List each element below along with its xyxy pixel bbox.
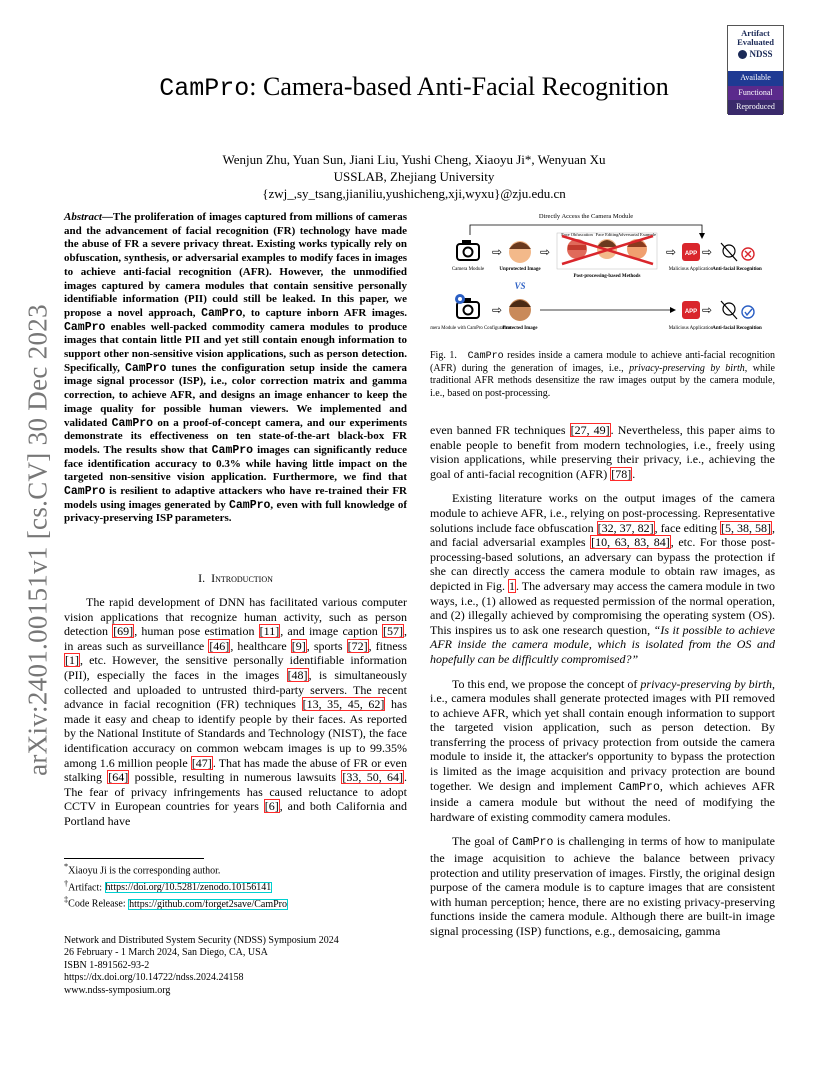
badge-title-2: Evaluated (737, 37, 774, 47)
footnote-divider (64, 858, 204, 859)
arrow-icon (670, 307, 676, 313)
fr-blocked-icon (721, 301, 754, 319)
figure-caption: Fig. 1. CamPro resides inside a camera module to achieve anti-facial recognition (AFR) during the generation of images, i.e., privacy-preserving by birth, while traditional AFR methods desensitize the raw images output by the camera module, i.e., based on post-processing. (430, 350, 775, 399)
svg-text:Anti-facial Recognition: Anti-facial Recognition (712, 267, 762, 272)
footnote-artifact: †Artifact: https://doi.org/10.5281/zenodo.10156141 (64, 878, 272, 894)
footnotes (64, 861, 407, 911)
paragraph: even banned FR techniques [27, 49]. Nevertheless, this paper aims to enable people to benefit from modern technologies, i.e., freely using vision applications, while preserving their privacy, i.e., achieving the goal of anti-facial recognition (AFR) [78]. (430, 423, 775, 481)
svg-text:APP: APP (684, 251, 698, 257)
arrow-icon (699, 233, 705, 239)
fr-failed-icon (721, 243, 754, 261)
paper-title: CamPro: Camera-based Anti-Facial Recognition (159, 72, 669, 103)
svg-text:Malicious Application: Malicious Application (668, 326, 714, 331)
citation-link[interactable]: [9] (291, 638, 306, 653)
svg-text:Face Editing: Face Editing (595, 232, 619, 237)
svg-text:Post-processing-based Methods: Post-processing-based Methods (573, 274, 641, 279)
badge-header (728, 26, 783, 71)
arxiv-stamp (18, 304, 58, 776)
section-heading: I. Introduction (198, 571, 273, 585)
ndss-logo-icon (738, 50, 747, 59)
citation-link[interactable]: [78] (611, 466, 632, 481)
badge-title-1: Artifact (741, 28, 770, 38)
citation-link[interactable]: [27, 49] (570, 423, 610, 437)
abstract: Abstract—The proliferation of images captured from millions of cameras and the advancement of facial recognition (FR) technology have made the abuse of FR a severe privacy threat. Existing works typically rely on obfuscation, synthesis, or adversarial examples to modify faces in images to achieve anti-facial recognition (AFR). However, the unmodified images captured by camera modules that contain sensitive personally identifiable information (PII) could still be leaked. In this paper, we propose a novel approach, CamPro, to capture inborn AFR images. CamPro enables well-packed commodity camera modules to produce images that contain little PII and yet still contain enough information to support other non-sensitive vision applications, such as person detection. Specifically, CamPro tunes the configuration setup inside the camera image signal processor (ISP), i.e., color correction matrix and gamma correction, to achieve AFR, and designs an image enhancer to keep the image quality for possible human viewers. We implemented and validated CamPro on a proof-of-concept camera, and our experiments demonstrate its effectiveness on ten state-of-the-art black-box FR models. The results show that CamPro images can significantly reduce face identification accuracy to 0.3% while having little impact on the targeted non-sensitive vision application. Furthermore, we find that CamPro is resilient to adaptive attackers who have re-trained their FR models using images generated by CamPro, even with full knowledge of privacy-preserving ISP parameters. (64, 211, 408, 525)
svg-text:Camera Module: Camera Module (451, 267, 485, 272)
citation-link[interactable]: [72] (347, 638, 368, 653)
affiliation: USSLAB, Zhejiang University (333, 169, 495, 184)
citation-link[interactable]: [57] (383, 624, 403, 639)
arrow-icon: ⇨ (702, 245, 713, 259)
citation-link[interactable]: [1] (65, 653, 79, 668)
svg-text:Malicious Application: Malicious Application (668, 267, 714, 272)
citation-link[interactable]: [11] (259, 624, 280, 639)
citation-link[interactable]: [6] (264, 799, 279, 814)
intro-paragraph: The rapid development of DNN has facilitated various computer vision applications that recognize human activity, such as person detection [69], human pose estimation [11], and image caption [57], in areas such as surveillance [46], healthcare [9], sports [72], fitness [1], etc. However, the sensitive personally identifiable information (PII), especially the faces in the images [48], is simultaneously collected and uploaded to untrusted third-party servers. The recent advance in facial recognition (FR) techniques [13, 35, 45, 62] has made it easy and cheap to identify people by their faces. As reported by the National Institute of Standards and Technology (NIST), the face identification accuracy on common webcam images is up to 99.35% among 1.6 million people [47]. That has made the abuse of FR or even stalking [64] possible, resulting in numerous lawsuits [33, 50, 64]. The fear of privacy infringements has caused reluctance to adopt CCTV in European countries for years [6], and both California and Portland have (64, 595, 408, 828)
figure-diagram (430, 207, 780, 342)
citation-link[interactable]: [33, 50, 64] (342, 770, 403, 785)
footnote-code: ‡Code Release: https://github.com/forget2save/CamPro (64, 895, 288, 910)
direct-access-label: Directly Access the Camera Module (538, 213, 634, 220)
arrow-icon: ⇨ (702, 303, 713, 317)
protected-face-icon (509, 299, 531, 321)
footnote-corresponding: *Xiaoyu Ji is the corresponding author. (64, 862, 221, 877)
badge-available: Available (728, 71, 783, 86)
citation-link[interactable]: [10, 63, 83, 84] (591, 535, 670, 550)
campro-camera-icon (455, 294, 479, 318)
face-icon (509, 241, 531, 263)
svg-text:APP: APP (684, 309, 698, 315)
paragraph: Existing literature works on the output images of the camera module to achieve AFR, i.e., relying on post-processing. Representative solutions include face obfuscation [32, 37, 82], face editing [5, 38, 58], and facial adversarial examples [10, 63, 83, 84], etc. For those post-processing-based solutions, an adversary can bypass the protection if she can directly access the camera module to obtain raw images, as depicted in Fig. 1. The adversary may access the camera module in two ways, i.e., (1) allowed as requested permission of the normal operation, and (2) illegally achieved by compromising the operating system (OS). This inspires us to ask one research question, “Is it possible to achieve AFR inside the camera module, which is isolated from the OS and hopefully can be difficultly compromised?” (430, 491, 776, 666)
citation-link[interactable]: [13, 35, 45, 62] (302, 697, 385, 712)
citation-link[interactable]: [69] (113, 624, 134, 639)
code-release-link[interactable]: https://github.com/forget2save/CamPro (129, 898, 288, 910)
conference-info: Network and Distributed System Security (NDSS) Symposium 2024 26 February - 1 March 2024, San Diego, CA, USA ISBN 1-891562-93-2 https://dx.doi.org/10.14722/ndss.2024.24158 www.ndss-symposium.org (64, 935, 339, 996)
svg-text:Protected Image: Protected Image (502, 326, 538, 331)
svg-text:Anti-facial Recognition: Anti-facial Recognition (712, 326, 762, 331)
badge-reproduced: Reproduced (728, 100, 783, 115)
malicious-app-icon-2 (682, 301, 700, 319)
figure-link[interactable]: 1 (509, 578, 515, 593)
email: {zwj_,sy_tsang,jianiliu,yushicheng,xji,wyxu}@zju.edu.cn (262, 186, 566, 201)
arrow-icon: ⇨ (666, 245, 677, 259)
figure-1 (430, 207, 780, 342)
camera-icon (457, 240, 479, 260)
arrow-icon: ⇨ (492, 303, 503, 317)
citation-link[interactable]: [48] (287, 667, 308, 682)
arrow-icon: ⇨ (492, 245, 503, 259)
citation-link[interactable]: [47] (191, 755, 212, 770)
authors: Wenjun Zhu, Yuan Sun, Jiani Liu, Yushi Cheng, Xiaoyu Ji*, Wenyuan Xu (222, 152, 606, 167)
badge-functional: Functional (728, 86, 783, 101)
citation-link[interactable]: [46] (209, 638, 230, 653)
svg-text:Face Obfuscation: Face Obfuscation (561, 232, 593, 237)
paragraph: The goal of CamPro is challenging in terms of how to manipulate the image acquisition to achieve the balance between privacy protection and utility preservation of images. Firstly, the original design purpose of the camera module is to capture images that are consistent with human perception; hence, there are no existing privacy-preserving functions inside the camera module. Although there are built-in image signal processing (ISP) functions, e.g., demosaicing, gamma (430, 834, 776, 938)
right-column-text (430, 423, 775, 949)
artifact-link[interactable]: https://doi.org/10.5281/zenodo.10156141 (105, 882, 272, 894)
svg-text:Camera Module with CamPro Conf: Camera Module with CamPro Configuration (430, 326, 511, 331)
citation-link[interactable]: [32, 37, 82] (597, 520, 654, 535)
malicious-app-icon (682, 243, 700, 261)
arxiv-id: arXiv:2401.00151v1 [cs.CV] 30 Dec 2023 (22, 304, 53, 776)
citation-link[interactable]: [64] (108, 770, 129, 785)
arrow-icon: ⇨ (540, 245, 551, 259)
vs-label: VS (514, 281, 526, 291)
svg-text:Adversarial Example: Adversarial Example (617, 232, 657, 237)
paragraph: To this end, we propose the concept of privacy-preserving by birth, i.e., camera modules shall generate protected images with PII removed to achieve AFR, which yet shall contain enough information to support the targeted vision application, such as person detection. By transferring the process of privacy protection from outside the camera module to inside it, the attacker's opportunity to bypass the protection is limited as the image acquisition and privacy protection are bound together. We design and implement CamPro, which achieves AFR inside a camera module but without the need of modifying the hardware of existing commodity camera modules. (430, 676, 775, 824)
citation-link[interactable]: [5, 38, 58] (721, 520, 772, 535)
badge-org: NDSS (728, 50, 783, 59)
svg-text:Unprotected Image: Unprotected Image (499, 267, 541, 272)
